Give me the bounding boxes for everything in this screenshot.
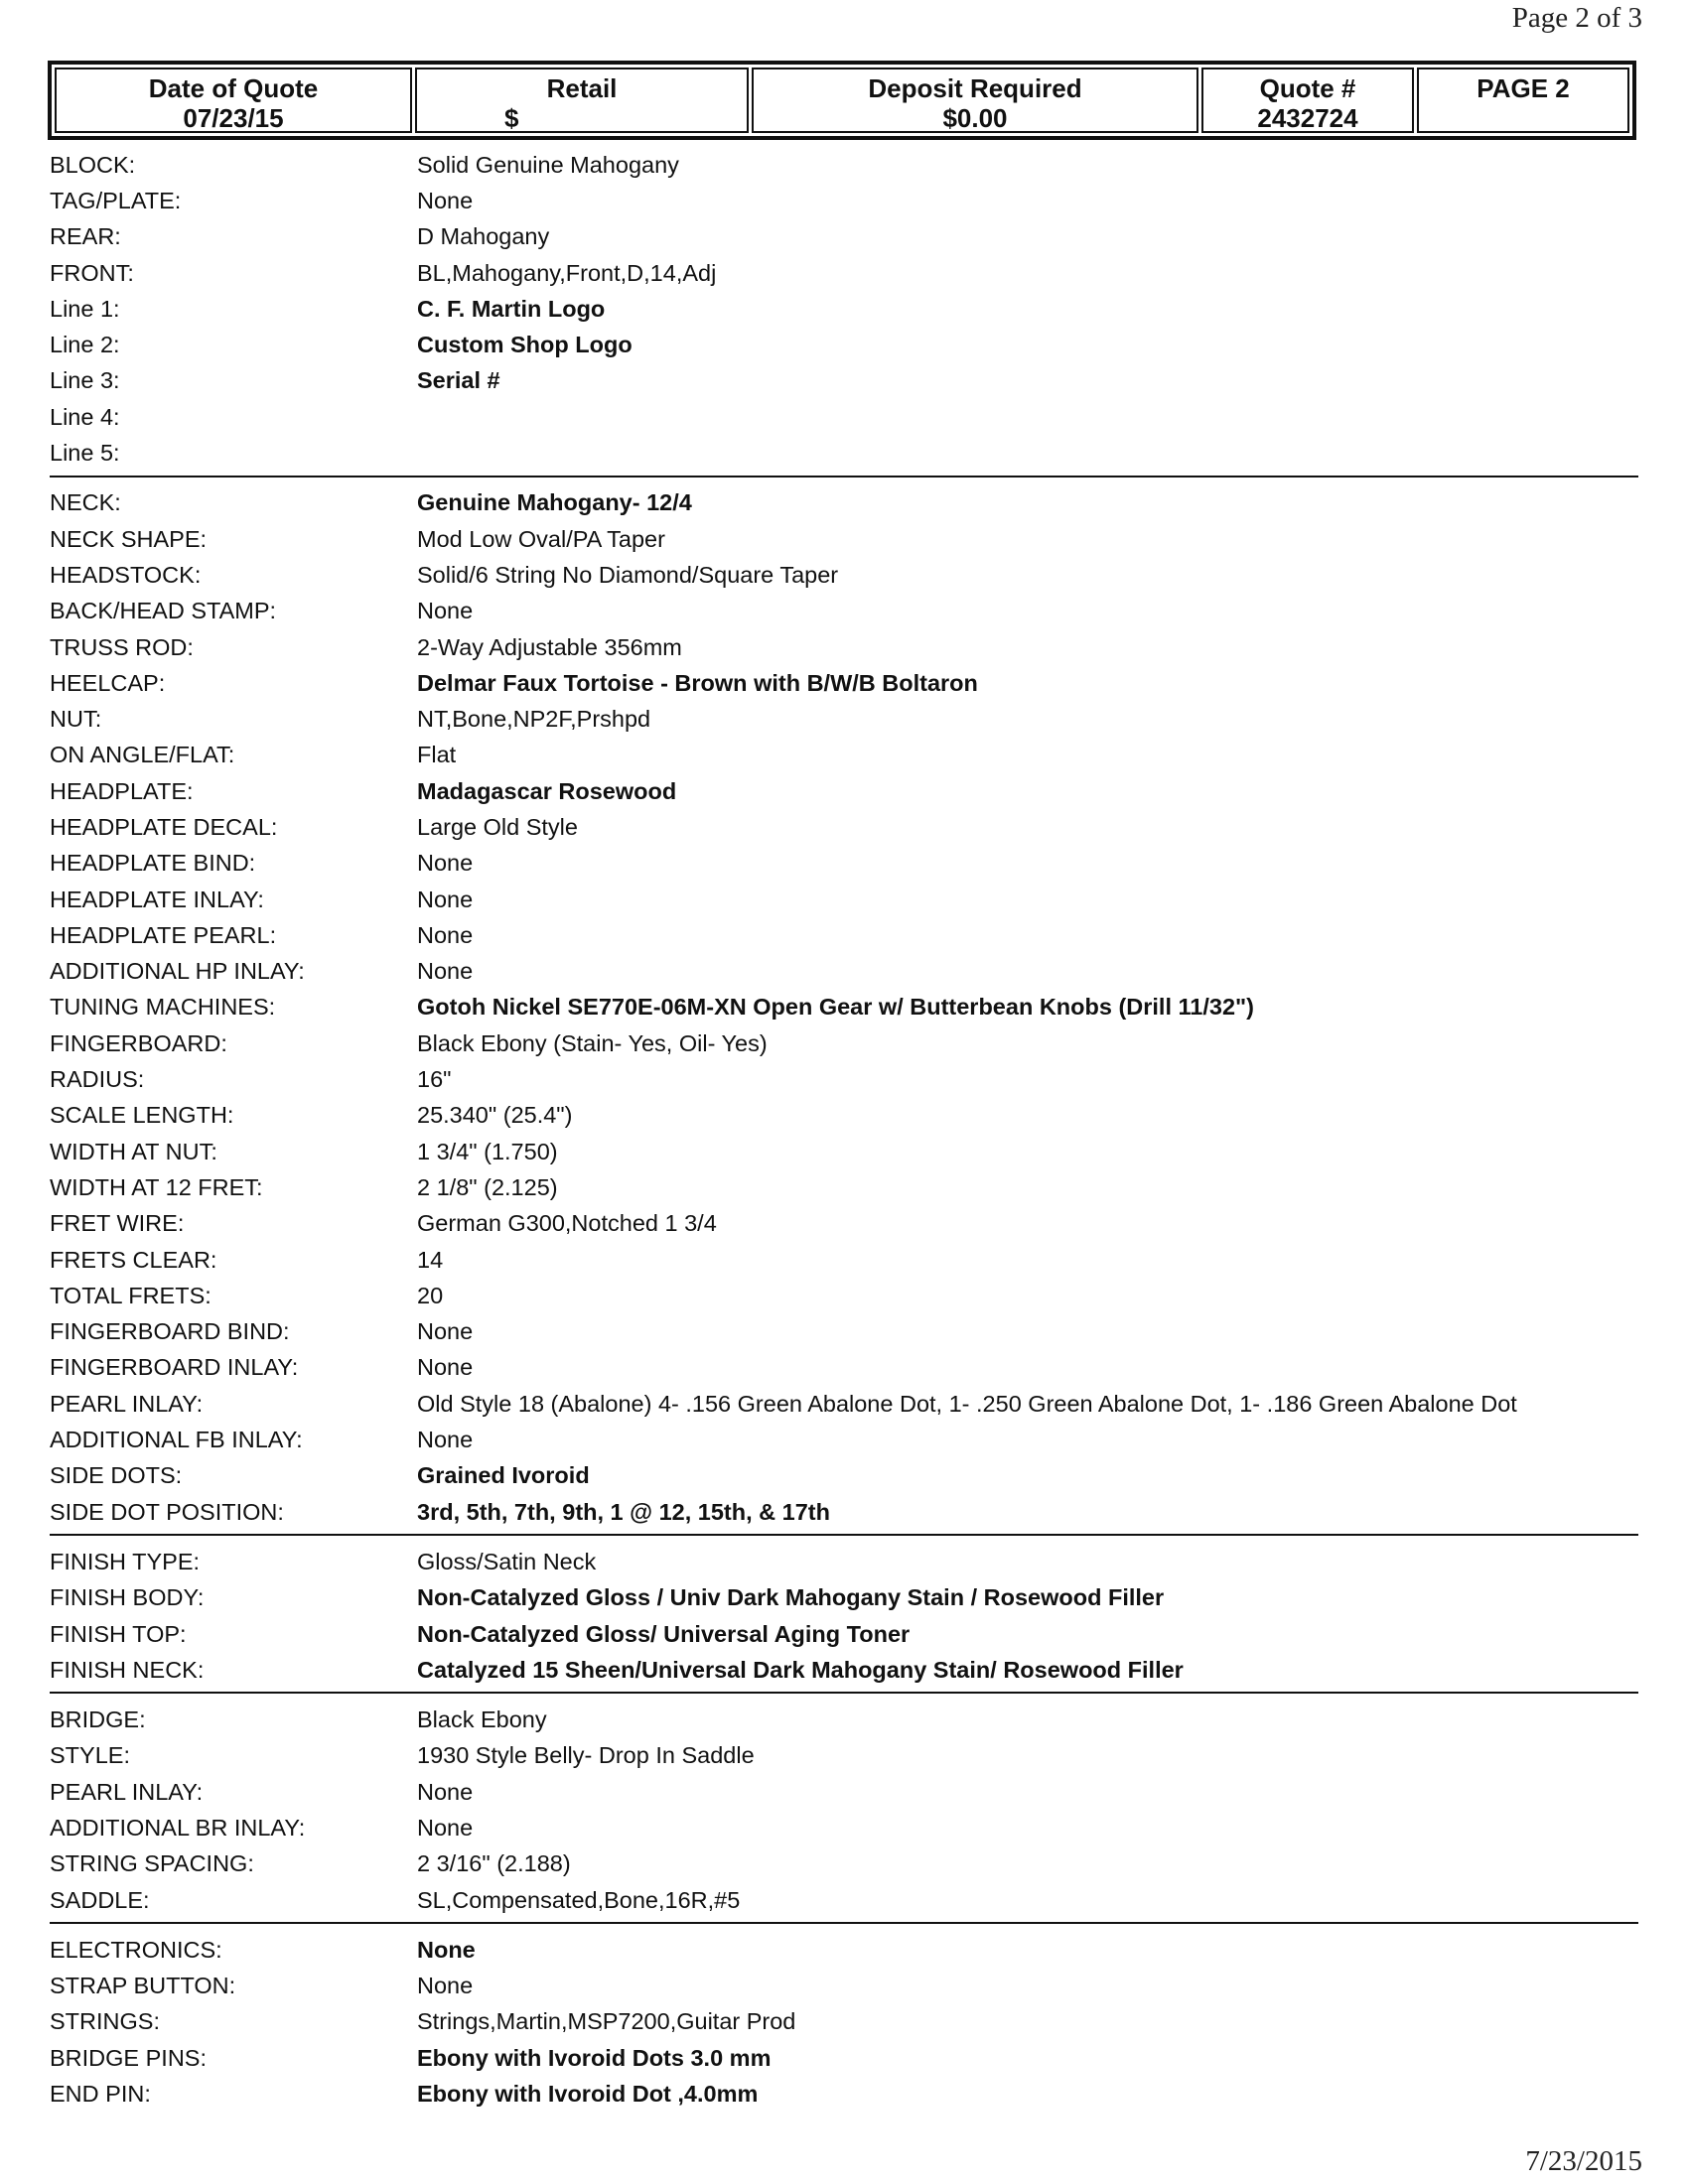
spec-row xyxy=(50,990,1638,1025)
spec-label: SIDE DOT POSITION: xyxy=(50,1498,284,1525)
spec-value: Solid Genuine Mahogany xyxy=(417,151,679,178)
spec-row xyxy=(50,219,1638,255)
spec-value: Grained Ivoroid xyxy=(417,1462,590,1489)
spec-label: SCALE LENGTH: xyxy=(50,1102,234,1129)
spec-row xyxy=(50,2040,1638,2076)
spec-section xyxy=(50,1702,1638,1924)
spec-row xyxy=(50,1242,1638,1278)
spec-row xyxy=(50,1580,1638,1616)
spec-row xyxy=(50,557,1638,593)
spec-label: Line 4: xyxy=(50,403,120,430)
spec-value: 16" xyxy=(417,1066,452,1093)
deposit-required-value: $0.00 xyxy=(942,103,1008,133)
footer-date: 7/23/2015 xyxy=(1525,2145,1642,2177)
spec-row xyxy=(50,1061,1638,1097)
spec-label: ADDITIONAL HP INLAY: xyxy=(50,958,305,985)
spec-label: NUT: xyxy=(50,706,102,733)
spec-value: 14 xyxy=(417,1246,444,1273)
spec-row xyxy=(50,594,1638,629)
spec-row xyxy=(50,399,1638,435)
spec-row xyxy=(50,1738,1638,1774)
spec-row xyxy=(50,1025,1638,1061)
retail-cell xyxy=(415,68,749,133)
spec-value: 3rd, 5th, 7th, 9th, 1 @ 12, 15th, & 17th xyxy=(417,1498,830,1525)
spec-value: 2 3/16" (2.188) xyxy=(417,1850,571,1877)
spec-label: FINGERBOARD: xyxy=(50,1029,227,1056)
date-of-quote-cell xyxy=(55,68,412,133)
spec-label: PEARL INLAY: xyxy=(50,1390,204,1417)
spec-value: 1930 Style Belly- Drop In Saddle xyxy=(417,1742,755,1769)
spec-label: FINGERBOARD INLAY: xyxy=(50,1354,299,1381)
spec-label: Line 1: xyxy=(50,295,120,322)
spec-value: None xyxy=(417,850,474,877)
spec-row xyxy=(50,738,1638,773)
spec-row xyxy=(50,665,1638,701)
spec-section xyxy=(50,1932,1638,2116)
spec-value: None xyxy=(417,1354,474,1381)
spec-label: WIDTH AT NUT: xyxy=(50,1138,217,1164)
spec-value: None xyxy=(417,1936,476,1963)
spec-label: FINGERBOARD BIND: xyxy=(50,1318,290,1345)
spec-label: FRET WIRE: xyxy=(50,1210,185,1237)
spec-label: STRAP BUTTON: xyxy=(50,1973,236,1999)
spec-value: None xyxy=(417,1815,474,1841)
spec-label: HEELCAP: xyxy=(50,669,166,696)
spec-value: 20 xyxy=(417,1282,444,1308)
spec-value: 25.340" (25.4") xyxy=(417,1102,573,1129)
spec-label: WIDTH AT 12 FRET: xyxy=(50,1173,263,1200)
spec-value: Old Style 18 (Abalone) 4- .156 Green Abalone Dot, 1- .250 Green Abalone Dot, 1- .186 Green Abalone Dot xyxy=(417,1390,1517,1417)
spec-value: Strings,Martin,MSP7200,Guitar Prod xyxy=(417,2008,796,2035)
spec-value: Flat xyxy=(417,742,457,768)
spec-value: None xyxy=(417,187,474,213)
spec-label: FINISH BODY: xyxy=(50,1584,205,1611)
spec-label: PEARL INLAY: xyxy=(50,1778,204,1805)
spec-row xyxy=(50,1969,1638,2004)
spec-label: STYLE: xyxy=(50,1742,130,1769)
spec-label: RADIUS: xyxy=(50,1066,145,1093)
spec-row xyxy=(50,882,1638,917)
spec-section xyxy=(50,147,1638,478)
spec-row xyxy=(50,1810,1638,1845)
spec-row xyxy=(50,809,1638,845)
spec-value: Mod Low Oval/PA Taper xyxy=(417,525,665,552)
spec-value: Large Old Style xyxy=(417,813,578,840)
spec-value: None xyxy=(417,886,474,912)
spec-label: REAR: xyxy=(50,223,121,250)
spec-label: NECK: xyxy=(50,489,121,516)
spec-row xyxy=(50,1169,1638,1205)
spec-list xyxy=(50,147,1638,2124)
spec-row xyxy=(50,1278,1638,1313)
spec-row xyxy=(50,1882,1638,1918)
spec-value: Gotoh Nickel SE770E-06M-XN Open Gear w/ Butterbean Knobs (Drill 11/32") xyxy=(417,994,1254,1021)
spec-row xyxy=(50,1932,1638,1968)
date-of-quote-value: 07/23/15 xyxy=(183,103,284,133)
spec-row xyxy=(50,1544,1638,1579)
spec-row xyxy=(50,521,1638,557)
spec-row xyxy=(50,773,1638,809)
spec-label: TOTAL FRETS: xyxy=(50,1282,211,1308)
spec-row xyxy=(50,147,1638,183)
spec-value: NT,Bone,NP2F,Prshpd xyxy=(417,706,651,733)
spec-label: ON ANGLE/FLAT: xyxy=(50,742,235,768)
spec-label: HEADPLATE: xyxy=(50,777,194,804)
spec-label: SIDE DOTS: xyxy=(50,1462,183,1489)
spec-value: BL,Mahogany,Front,D,14,Adj xyxy=(417,259,717,286)
spec-row xyxy=(50,2004,1638,2040)
page-label: PAGE 2 xyxy=(1477,73,1570,103)
spec-value: 2 1/8" (2.125) xyxy=(417,1173,558,1200)
spec-row xyxy=(50,183,1638,218)
spec-value: Gloss/Satin Neck xyxy=(417,1548,597,1574)
spec-row xyxy=(50,1494,1638,1530)
spec-label: END PIN: xyxy=(50,2081,151,2108)
spec-value: Solid/6 String No Diamond/Square Taper xyxy=(417,561,839,588)
spec-label: FINISH NECK: xyxy=(50,1656,205,1683)
spec-value: Black Ebony (Stain- Yes, Oil- Yes) xyxy=(417,1029,768,1056)
spec-row xyxy=(50,846,1638,882)
spec-row xyxy=(50,255,1638,291)
spec-row xyxy=(50,1350,1638,1386)
spec-value: None xyxy=(417,1318,474,1345)
spec-value: German G300,Notched 1 3/4 xyxy=(417,1210,717,1237)
spec-label: HEADSTOCK: xyxy=(50,561,202,588)
spec-label: ADDITIONAL BR INLAY: xyxy=(50,1815,306,1841)
spec-value: None xyxy=(417,921,474,948)
spec-value: Serial # xyxy=(417,367,500,394)
spec-label: HEADPLATE PEARL: xyxy=(50,921,277,948)
spec-label: Line 5: xyxy=(50,440,120,467)
spec-value: None xyxy=(417,1973,474,1999)
spec-row xyxy=(50,1134,1638,1169)
spec-label: BRIDGE PINS: xyxy=(50,2044,208,2071)
deposit-required-label: Deposit Required xyxy=(868,73,1082,103)
spec-row xyxy=(50,701,1638,737)
spec-row xyxy=(50,327,1638,362)
spec-row xyxy=(50,1702,1638,1737)
spec-value: Ebony with Ivoroid Dots 3.0 mm xyxy=(417,2044,772,2071)
spec-row xyxy=(50,1422,1638,1457)
spec-value: 2-Way Adjustable 356mm xyxy=(417,633,682,660)
deposit-required-cell xyxy=(752,68,1198,133)
spec-row xyxy=(50,917,1638,953)
quote-header xyxy=(48,61,1636,140)
spec-label: FRONT: xyxy=(50,259,134,286)
spec-value: Ebony with Ivoroid Dot ,4.0mm xyxy=(417,2081,759,2108)
spec-row xyxy=(50,1386,1638,1422)
spec-row xyxy=(50,1206,1638,1242)
spec-row xyxy=(50,1846,1638,1882)
spec-value: 1 3/4" (1.750) xyxy=(417,1138,558,1164)
spec-label: Line 2: xyxy=(50,332,120,358)
spec-value: Madagascar Rosewood xyxy=(417,777,677,804)
spec-row xyxy=(50,1616,1638,1652)
spec-label: HEADPLATE INLAY: xyxy=(50,886,264,912)
quote-number-value: 2432724 xyxy=(1257,103,1358,133)
spec-row xyxy=(50,954,1638,990)
spec-value: Genuine Mahogany- 12/4 xyxy=(417,489,692,516)
page-label-cell xyxy=(1417,68,1629,133)
spec-row xyxy=(50,1652,1638,1688)
spec-row xyxy=(50,363,1638,399)
spec-label: TAG/PLATE: xyxy=(50,187,182,213)
retail-label: Retail xyxy=(546,73,618,103)
spec-value: None xyxy=(417,598,474,624)
spec-row xyxy=(50,1314,1638,1350)
spec-label: FINISH TYPE: xyxy=(50,1548,201,1574)
spec-label: Line 3: xyxy=(50,367,120,394)
spec-row xyxy=(50,629,1638,665)
spec-label: BACK/HEAD STAMP: xyxy=(50,598,277,624)
quote-number-cell xyxy=(1201,68,1414,133)
retail-value: $ xyxy=(504,103,519,133)
spec-label: HEADPLATE DECAL: xyxy=(50,813,278,840)
spec-label: BRIDGE: xyxy=(50,1706,146,1733)
spec-value: None xyxy=(417,1778,474,1805)
spec-value: Custom Shop Logo xyxy=(417,332,633,358)
spec-value: None xyxy=(417,1427,474,1453)
spec-value: Non-Catalyzed Gloss/ Universal Aging Toner xyxy=(417,1620,911,1647)
spec-label: FINISH TOP: xyxy=(50,1620,187,1647)
spec-row xyxy=(50,1774,1638,1810)
spec-label: ADDITIONAL FB INLAY: xyxy=(50,1427,303,1453)
spec-label: SADDLE: xyxy=(50,1886,150,1913)
spec-row xyxy=(50,1458,1638,1494)
date-of-quote-label: Date of Quote xyxy=(148,73,319,103)
spec-section xyxy=(50,1544,1638,1694)
quote-number-label: Quote # xyxy=(1259,73,1356,103)
spec-value: D Mahogany xyxy=(417,223,550,250)
page-indicator: Page 2 of 3 xyxy=(1511,2,1642,34)
spec-value: Catalyzed 15 Sheen/Universal Dark Mahogany Stain/ Rosewood Filler xyxy=(417,1656,1184,1683)
spec-label: STRINGS: xyxy=(50,2008,160,2035)
spec-value: Black Ebony xyxy=(417,1706,547,1733)
spec-value: None xyxy=(417,958,474,985)
spec-label: HEADPLATE BIND: xyxy=(50,850,256,877)
spec-row xyxy=(50,1098,1638,1134)
spec-label: STRING SPACING: xyxy=(50,1850,254,1877)
spec-label: ELECTRONICS: xyxy=(50,1936,222,1963)
spec-row xyxy=(50,485,1638,521)
spec-row xyxy=(50,291,1638,327)
spec-value: Non-Catalyzed Gloss / Univ Dark Mahogany Stain / Rosewood Filler xyxy=(417,1584,1165,1611)
spec-row xyxy=(50,2076,1638,2112)
spec-label: TUNING MACHINES: xyxy=(50,994,276,1021)
spec-label: BLOCK: xyxy=(50,151,136,178)
spec-section xyxy=(50,485,1638,1537)
spec-row xyxy=(50,435,1638,471)
spec-value: SL,Compensated,Bone,16R,#5 xyxy=(417,1886,741,1913)
spec-label: TRUSS ROD: xyxy=(50,633,194,660)
spec-label: FRETS CLEAR: xyxy=(50,1246,217,1273)
spec-value: Delmar Faux Tortoise - Brown with B/W/B Boltaron xyxy=(417,669,978,696)
spec-label: NECK SHAPE: xyxy=(50,525,208,552)
spec-value: C. F. Martin Logo xyxy=(417,295,606,322)
